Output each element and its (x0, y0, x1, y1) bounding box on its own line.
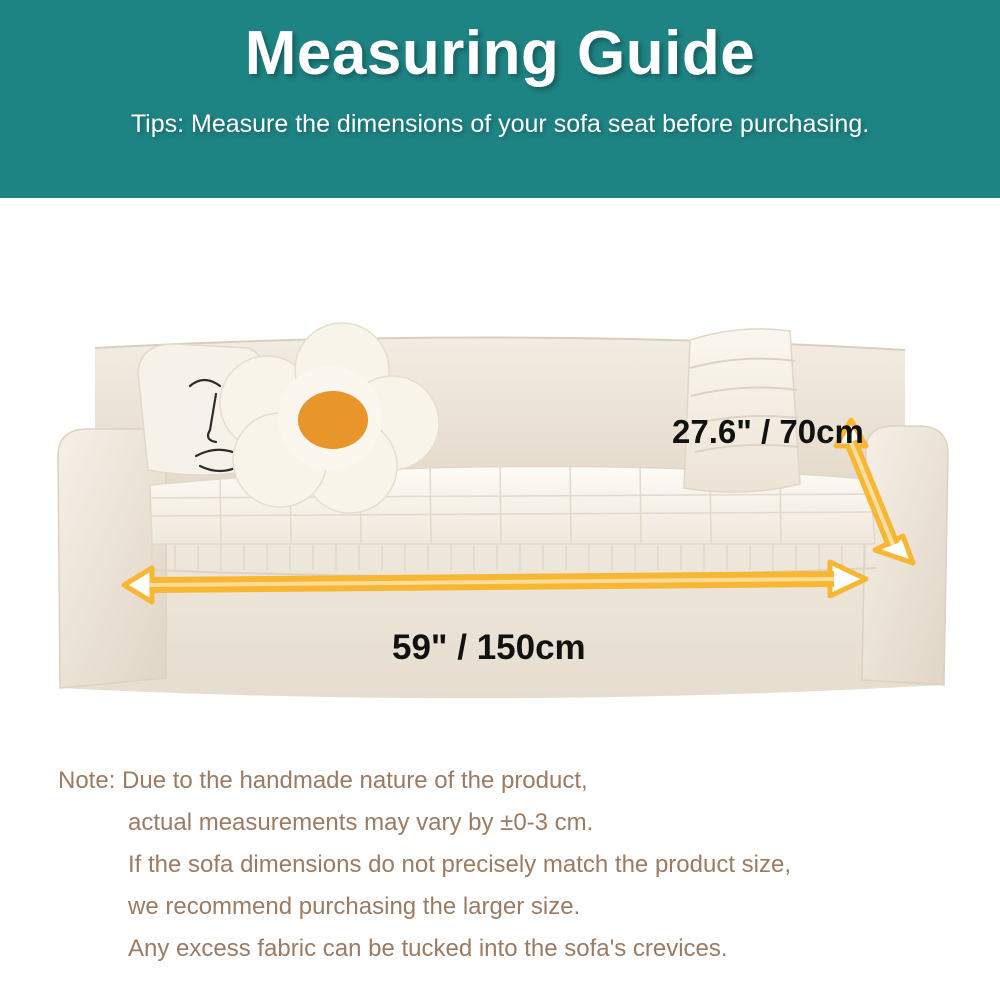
header-subtitle: Tips: Measure the dimensions of your sofa seat before purchasing. (130, 110, 870, 139)
product-photo (0, 198, 1000, 743)
header-banner (0, 0, 1000, 198)
note-line-1: Note: Due to the handmade nature of the product, (58, 767, 588, 794)
note-line-2: actual measurements may vary by ±0-3 cm. (128, 809, 594, 836)
note-line-3: If the sofa dimensions do not precisely match the product size, (128, 851, 792, 878)
page-title: Measuring Guide (244, 19, 756, 88)
height-dimension-label: 27.6" / 70cm (672, 413, 864, 450)
notes-block (0, 760, 1000, 970)
note-line-5: Any excess fabric can be tucked into the sofa's crevices. (128, 935, 728, 962)
note-line-4: we recommend purchasing the larger size. (128, 893, 581, 920)
width-dimension-label: 59" / 150cm (392, 628, 586, 667)
